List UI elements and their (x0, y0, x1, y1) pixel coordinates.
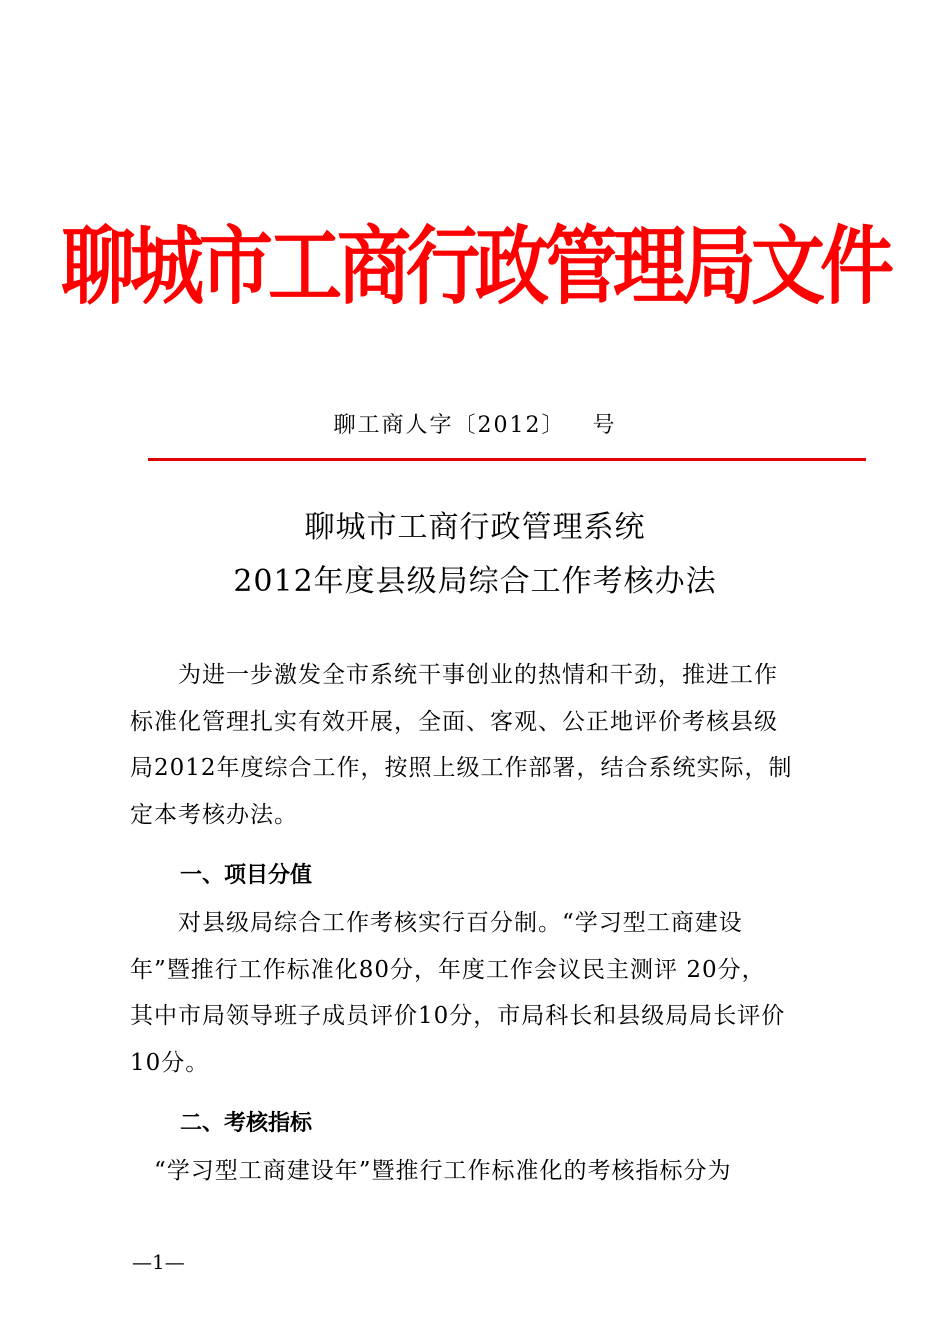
section-2-heading: 二、考核指标 (180, 1111, 313, 1136)
document-header-title: 聊城市工商行政管理局文件 (61, 217, 889, 317)
page-number: —1— (132, 1250, 185, 1274)
section-2-line: “学习型工商建设年”暨推行工作标准化的考核指标分为 (130, 1158, 732, 1184)
section-1-line: 10分。 (130, 1049, 210, 1076)
section-1-heading: 一、项目分值 (180, 863, 313, 888)
intro-line: 局2012年度综合工作，按照上级工作部署，结合系统实际，制 (130, 755, 793, 781)
section-2-paragraph (130, 1148, 830, 1195)
intro-line: 为进一步激发全市系统干事创业的热情和干劲，推进工作 (130, 662, 778, 688)
section-1-paragraph (130, 900, 830, 1086)
intro-line: 标准化管理扎实有效开展，全面、客观、公正地评价考核县级 (130, 708, 778, 735)
section-1-line: 对县级局综合工作考核实行百分制。“学习型工商建设 (130, 910, 743, 936)
intro-paragraph (130, 652, 830, 838)
document-number: 聊工商人字〔2012〕 号 (333, 413, 617, 438)
intro-line: 定本考核办法。 (130, 801, 298, 828)
document-title-line-2: 2012年度县级局综合工作考核办法 (233, 564, 717, 599)
section-1-line: 其中市局领导班子成员评价10分，市局科长和县级局局长评价 (130, 1003, 786, 1029)
document-title-line-1: 聊城市工商行政管理系统 (304, 510, 646, 545)
red-divider-line (148, 458, 866, 461)
section-1-line: 年”暨推行工作标准化80分，年度工作会议民主测评 20分， (130, 956, 766, 983)
